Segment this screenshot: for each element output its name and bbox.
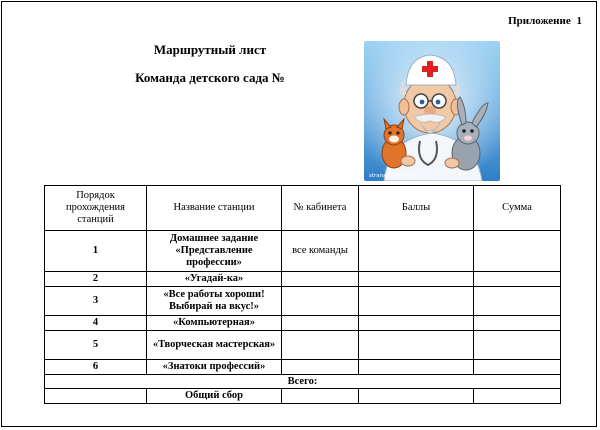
- score-cell: [359, 272, 474, 287]
- doctor-with-animals-icon: [364, 41, 500, 181]
- column-header-score: Баллы: [359, 186, 474, 231]
- table-row: [45, 287, 561, 316]
- table-row: [45, 272, 561, 287]
- table-row: [45, 231, 561, 272]
- column-header-room: № кабинета: [282, 186, 359, 231]
- station-name: «Все работы хороши! Выбирай на вкус!»: [147, 287, 282, 316]
- total-row: [45, 375, 561, 389]
- empty-cell: [282, 389, 359, 404]
- room-cell: [282, 316, 359, 331]
- station-number: 4: [45, 316, 147, 331]
- table-row: [45, 316, 561, 331]
- score-cell: [359, 360, 474, 375]
- station-name: «Угадай-ка»: [147, 272, 282, 287]
- score-cell: [359, 287, 474, 316]
- column-header-order: Порядок прохождения станций: [45, 186, 147, 231]
- room-cell: все команды: [282, 231, 359, 272]
- sum-cell: [474, 360, 561, 375]
- station-number: 6: [45, 360, 147, 375]
- station-number: 5: [45, 331, 147, 360]
- station-number: 2: [45, 272, 147, 287]
- station-name: «Творческая мастерская»: [147, 331, 282, 360]
- sum-cell: [474, 231, 561, 272]
- column-header-station: Название станции: [147, 186, 282, 231]
- score-cell: [359, 316, 474, 331]
- empty-cell: [474, 389, 561, 404]
- table-header-row: [45, 186, 561, 231]
- sum-cell: [474, 272, 561, 287]
- station-number: 1: [45, 231, 147, 272]
- station-name: «Компьютерная»: [147, 316, 282, 331]
- team-subtitle: Команда детского сада №: [135, 70, 285, 85]
- column-header-sum: Сумма: [474, 186, 561, 231]
- room-cell: [282, 287, 359, 316]
- table-row: [45, 360, 561, 375]
- table-row: [45, 331, 561, 360]
- sum-cell: [474, 331, 561, 360]
- room-cell: [282, 360, 359, 375]
- total-label: Всего:: [45, 375, 561, 389]
- general-assembly-label: Общий сбор: [147, 389, 282, 404]
- station-name: «Знатоки профессий»: [147, 360, 282, 375]
- score-cell: [359, 331, 474, 360]
- station-name: Домашнее задание «Представление профессии»: [147, 231, 282, 272]
- route-table: [44, 185, 561, 404]
- station-number: 3: [45, 287, 147, 316]
- appendix-label: Приложение 1: [508, 15, 582, 27]
- picture-watermark: stranamam.mail.ru: [369, 173, 422, 179]
- page-title: Маршрутный лист: [153, 42, 267, 57]
- room-cell: [282, 331, 359, 360]
- document-page: [1, 1, 597, 427]
- score-cell: [359, 231, 474, 272]
- empty-cell: [45, 389, 147, 404]
- sum-cell: [474, 287, 561, 316]
- general-assembly-row: [45, 389, 561, 404]
- empty-cell: [359, 389, 474, 404]
- sum-cell: [474, 316, 561, 331]
- room-cell: [282, 272, 359, 287]
